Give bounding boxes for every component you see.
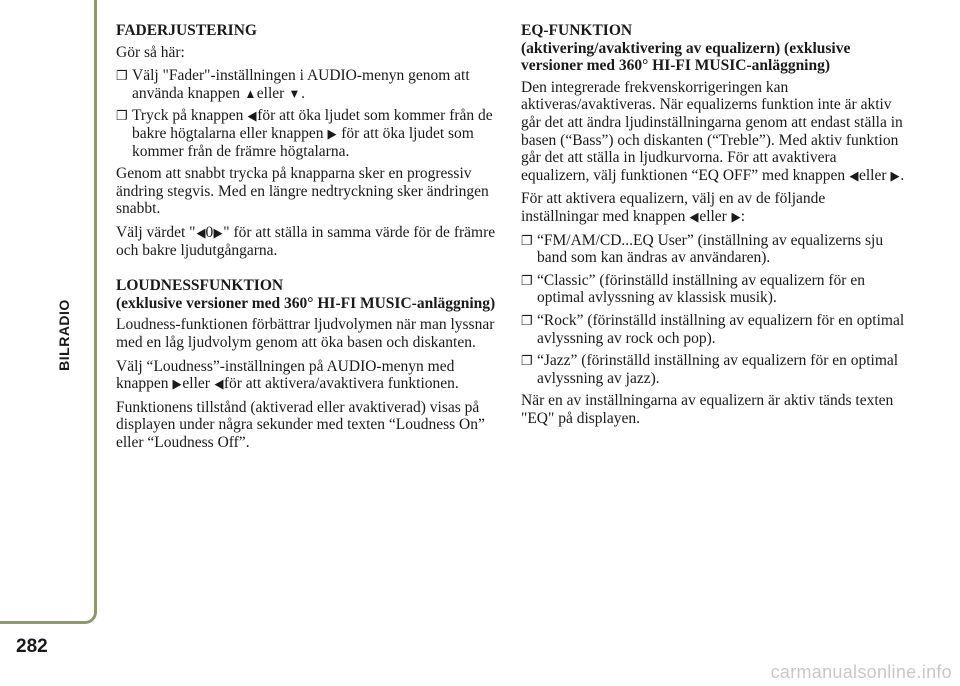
loudness-heading: LOUDNESSFUNKTION bbox=[116, 277, 284, 295]
loudness-paragraph-3: Funktionens tillstånd (aktiverad eller avaktiverad) visas på displayen under några sekunder med texten “Loudness On” eller “Loudness Off”. bbox=[116, 398, 485, 451]
left-arrow-icon: ◀ bbox=[689, 208, 699, 224]
section-label: BILRADIO bbox=[56, 299, 72, 371]
eq-paragraph-3: När en av inställningarna av equalizern är aktiv tänds texten "EQ" på displayen. bbox=[521, 392, 894, 427]
right-arrow-icon: ▶ bbox=[327, 125, 337, 141]
left-arrow-icon: ◀ bbox=[214, 376, 224, 392]
eq-subheading: (aktivering/avaktivering av equalizern) (exklusive versioner med 360° HI-FI MUSIC-anläggning) bbox=[521, 39, 851, 75]
eq-bullet-jazz: ❐ “Jazz” (förinställd inställning av equalizern för en optimal avlyssning av jazz). bbox=[521, 352, 899, 387]
loudness-paragraph-1: Loudness-funktionen förbättrar ljudvolymen när man lyssnar med en låg ljudvolym genom att öka basen och diskanten. bbox=[116, 316, 495, 351]
checkbox-bullet-icon: ❐ bbox=[521, 232, 533, 248]
page-number: 282 bbox=[16, 636, 48, 657]
loudness-subheading: (exklusive versioner med 360° HI-FI MUSIC-anläggning) bbox=[116, 294, 496, 312]
watermark: carmanualsonline.info bbox=[770, 662, 952, 682]
right-arrow-icon: ▶ bbox=[731, 208, 741, 224]
fader-bullet-1: ❐ Välj "Fader"-inställningen i AUDIO-menyn genom att använda knappen ▲eller ▼. bbox=[116, 67, 470, 102]
loudness-paragraph-2: Välj “Loudness”-inställningen på AUDIO-menyn med knappen ▶eller ◀för att aktivera/avaktivera funktionen. bbox=[116, 357, 459, 393]
checkbox-bullet-icon: ❐ bbox=[521, 353, 533, 369]
left-arrow-icon: ◀ bbox=[196, 224, 205, 240]
side-tab bbox=[0, 0, 97, 624]
down-arrow-icon: ▼ bbox=[288, 85, 301, 101]
left-column bbox=[116, 22, 500, 457]
eq-heading: EQ-FUNKTION bbox=[521, 22, 633, 39]
eq-bullet-user: ❐ “FM/AM/CD...EQ User” (inställning av equalizerns sju band som kan ändras av användaren). bbox=[521, 231, 884, 267]
right-arrow-icon: ▶ bbox=[213, 224, 223, 240]
fader-intro: Gör så här: bbox=[116, 43, 185, 61]
checkbox-bullet-icon: ❐ bbox=[116, 68, 128, 84]
fader-bullet-2: ❐ Tryck på knappen ◀för att öka ljudet som kommer från de bakre högtalarna eller knappen ▶ för att öka ljudet som kommer från de främre högtalarna. bbox=[116, 107, 493, 160]
left-arrow-icon: ◀ bbox=[849, 167, 859, 183]
fader-paragraph-1: Genom att snabbt trycka på knapparna sker en progressiv ändring stegvis. Med en längre nedtryckning sker ändringen snabbt. bbox=[116, 165, 489, 218]
right-column bbox=[521, 22, 905, 433]
checkbox-bullet-icon: ❐ bbox=[116, 108, 128, 124]
up-arrow-icon: ▲ bbox=[244, 85, 257, 101]
fader-heading: FADERJUSTERING bbox=[116, 22, 257, 39]
left-arrow-icon: ◀ bbox=[247, 108, 257, 124]
eq-paragraph-2: För att aktivera equalizern, välj en av de följande inställningar med knappen ◀eller ▶: bbox=[521, 190, 826, 225]
fader-paragraph-2: Välj värdet "◀0▶" för att ställa in samma värde för de främre och bakre ljudutgångarna. bbox=[116, 223, 496, 259]
eq-bullet-rock: ❐ “Rock” (förinställd inställning av equalizern för en optimal avlyssning av rock och pop). bbox=[521, 311, 905, 347]
eq-bullet-classic: ❐ “Classic” (förinställd inställning av equalizern för en optimal avlyssning av klassisk musik). bbox=[521, 271, 865, 307]
checkbox-bullet-icon: ❐ bbox=[521, 272, 533, 288]
right-arrow-icon: ▶ bbox=[172, 376, 182, 392]
eq-paragraph-1: Den integrerade frekvenskorrigeringen kan aktiveras/avaktiveras. När equalizerns funktion inte är aktiv går det att ändra ljudinställningarna genom att endast ställa in basen (“Bass”) och diskanten (“Treble”). Med aktiv funktion går det att ställa in ljudkurvorna. För att avaktivera equalizern, välj funktionen “EQ OFF” med knappen ◀eller ▶. bbox=[521, 78, 905, 184]
checkbox-bullet-icon: ❐ bbox=[521, 312, 533, 328]
right-arrow-icon: ▶ bbox=[890, 167, 900, 183]
